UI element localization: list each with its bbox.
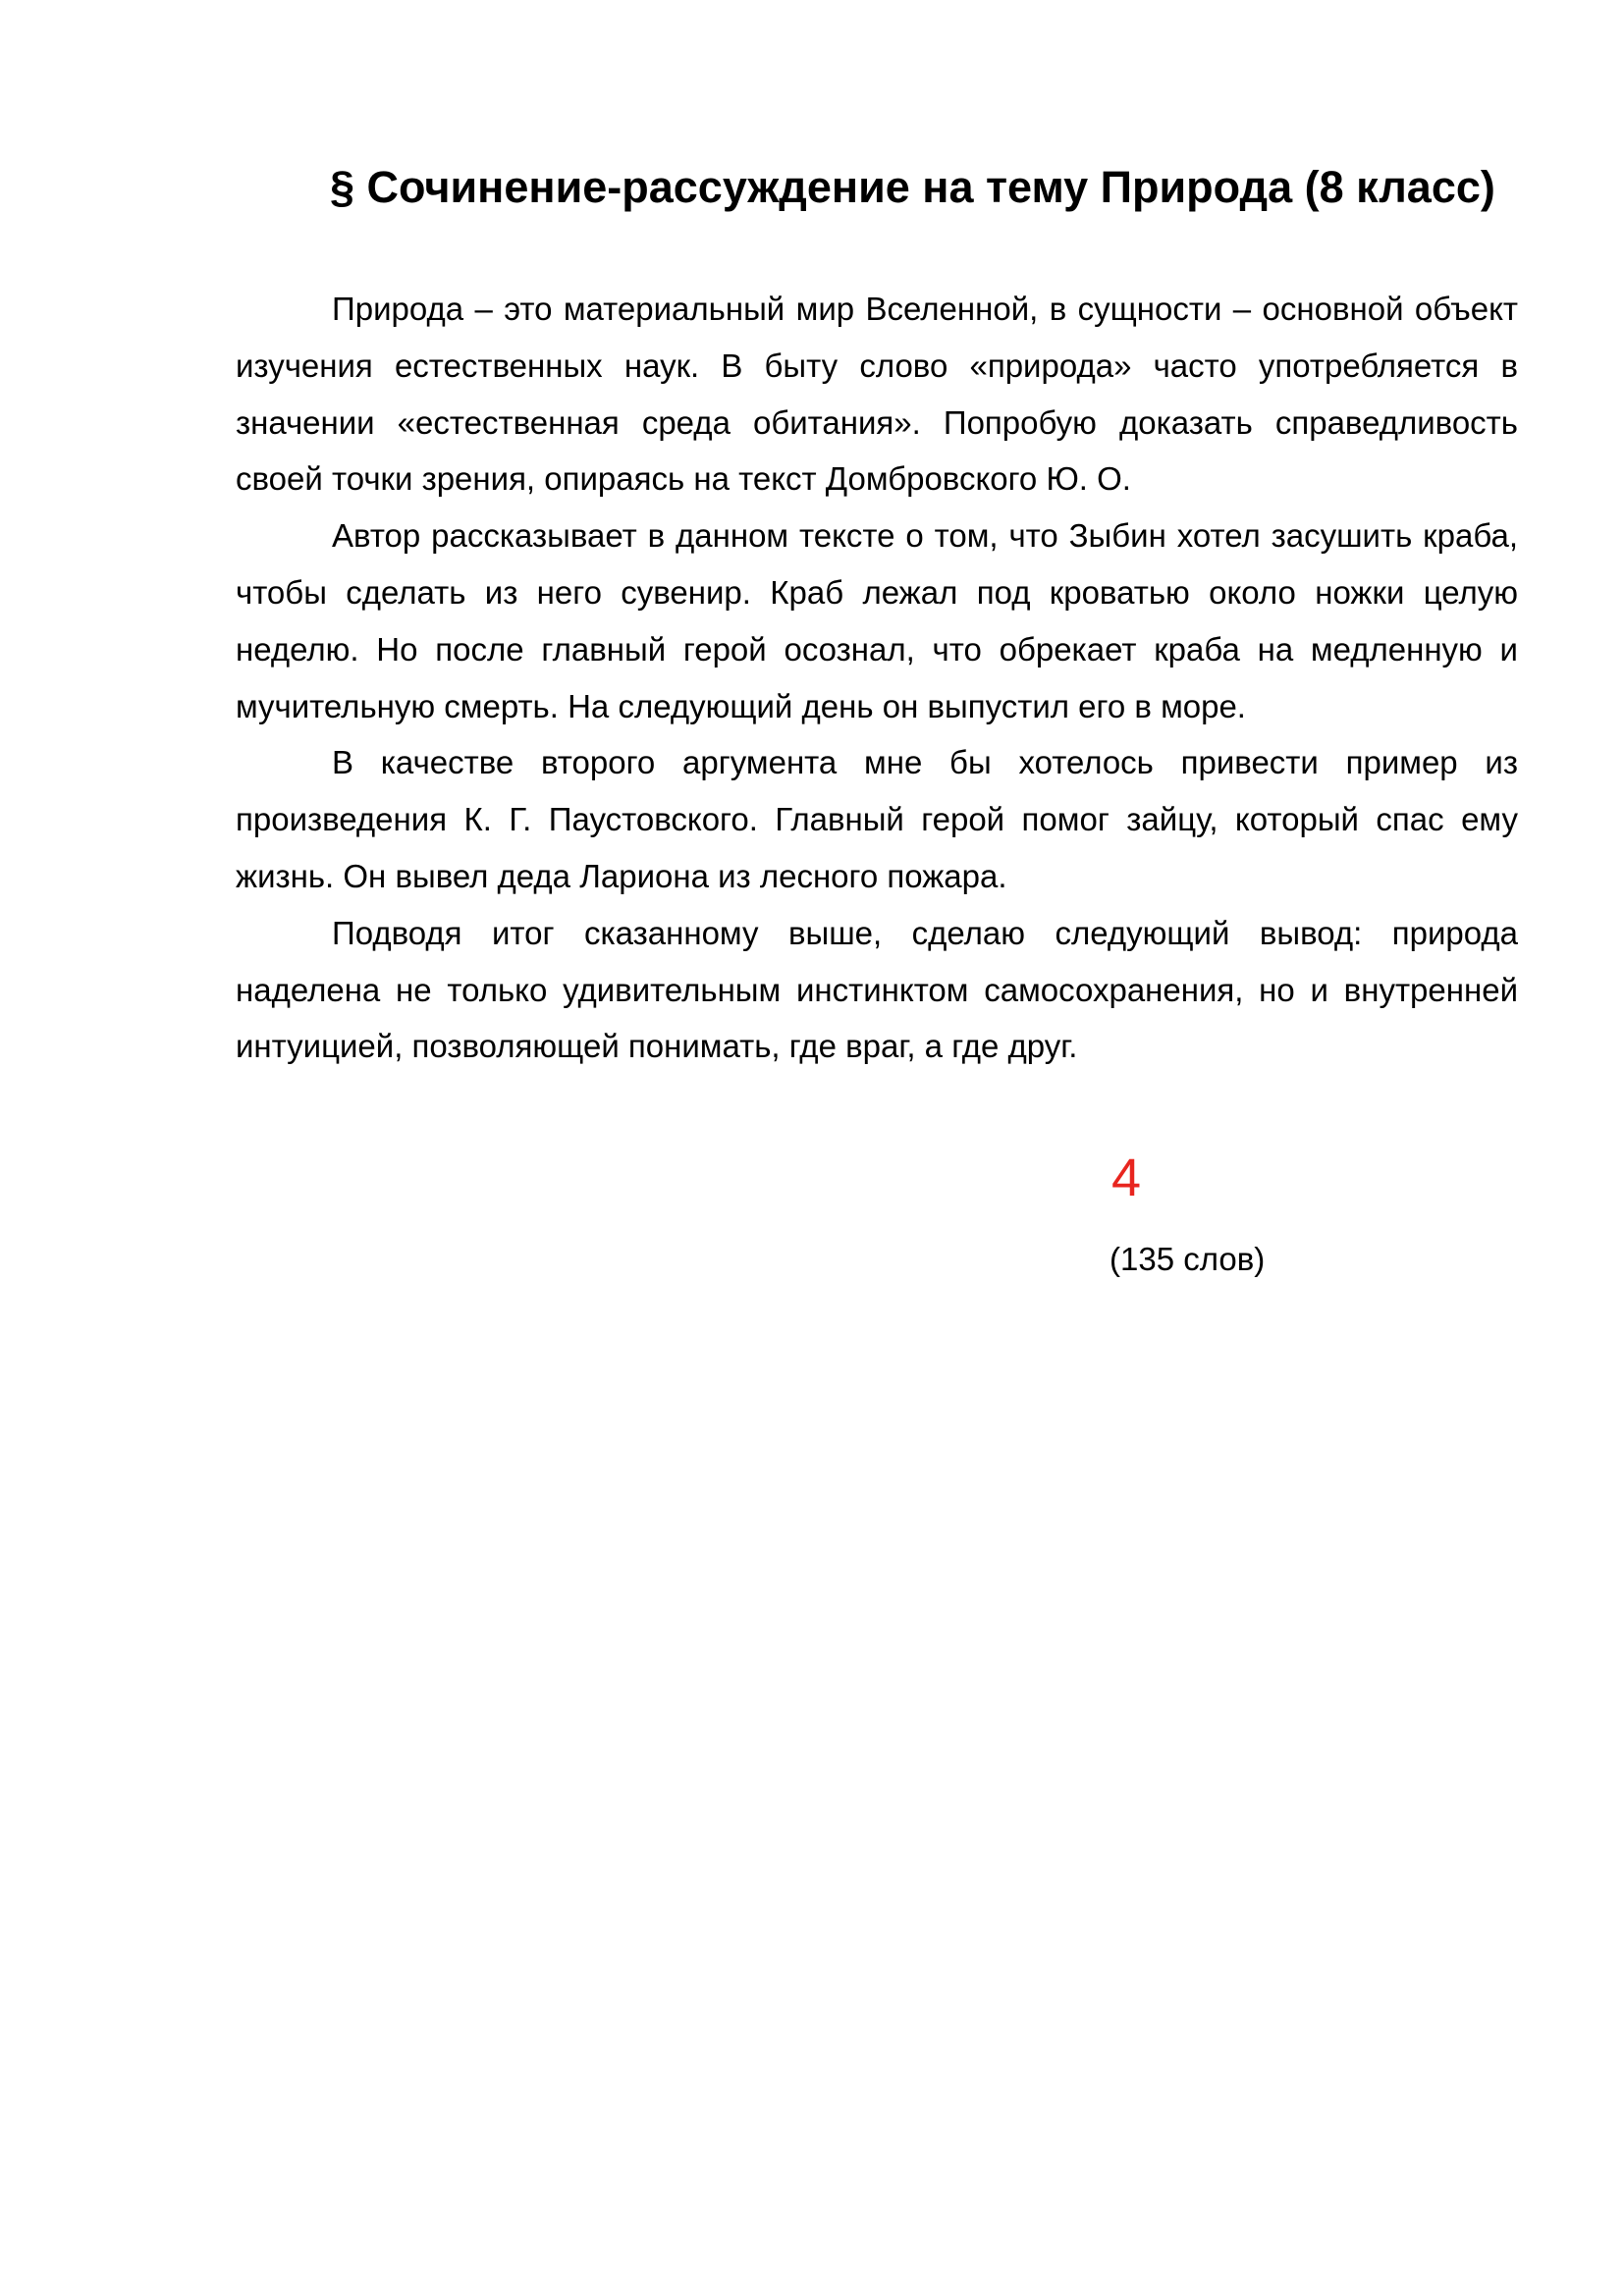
word-count: (135 слов) — [1110, 1241, 1266, 1277]
grade-mark: 4 — [1111, 1148, 1142, 1207]
page-title: § Сочинение-рассуждение на тему Природа (8 класс) — [330, 162, 1495, 212]
essay-paragraph: Природа – это материальный мир Вселенной, в сущности – основной объект изучения естественных наук. В быту слово «природа» часто употребляется в значении «естественная среда обитания». Попробую доказать справедливость своей точки зрения, опираясь на текст Домбровского Ю. О. — [236, 291, 1518, 498]
essay-paragraph: Подводя итог сказанному выше, сделаю следующий вывод: природа наделена не только удивительным инстинктом самосохранения, но и внутренней интуицией, позволяющей понимать, где враг, а где друг. — [236, 914, 1518, 1065]
essay-paragraph: Автор рассказывает в данном тексте о том, что Зыбин хотел засушить краба, чтобы сделать из него сувенир. Краб лежал под кроватью около ножки целую неделю. Но после главный герой осознал, что обрекает краба на медленную и мучительную смерть. На следующий день он выпустил его в море. — [236, 517, 1518, 724]
essay-paragraph: В качестве второго аргумента мне бы хотелось привести пример из произведения К. Г. Паустовского. Главный герой помог зайцу, который спас ему жизнь. Он вывел деда Лариона из лесного пожара. — [236, 744, 1518, 894]
essay-body — [236, 281, 1518, 1075]
